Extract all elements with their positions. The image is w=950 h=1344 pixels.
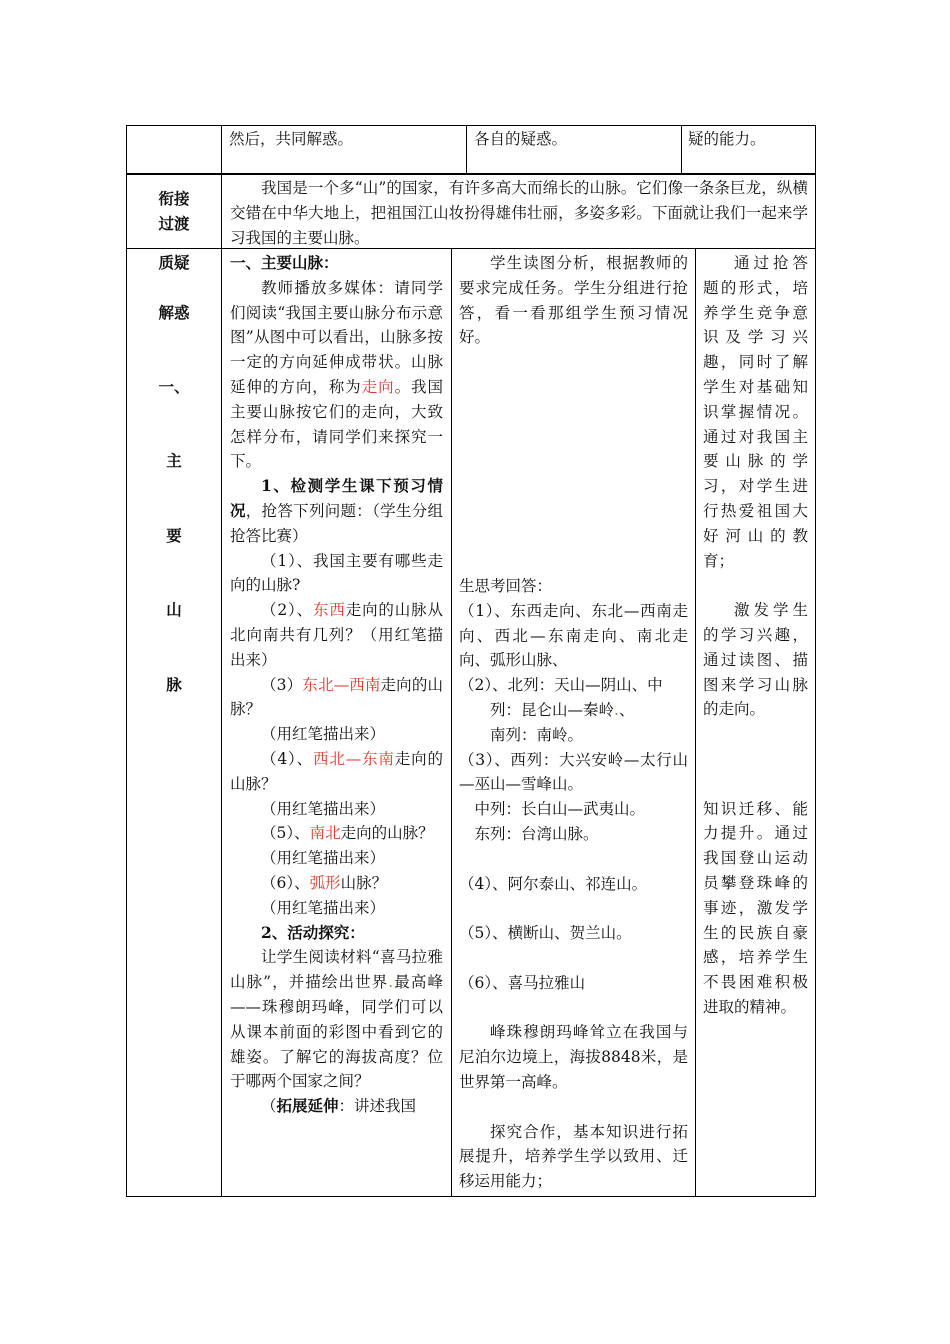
col-divider-2b — [451, 248, 452, 1197]
transition-label-line1: 衔接 — [158, 189, 190, 208]
extension-open: （ — [261, 1097, 277, 1116]
intro-highlight: 走向 — [361, 377, 395, 396]
student-p1: 学生读图分析，根据教师的要求完成任务。学生分组进行抢答，看一看那组学生预习情况好。 — [459, 254, 688, 347]
table-top-border — [126, 125, 816, 126]
answer-2-line3: 南列：南岭。 — [490, 725, 584, 744]
section-label-7: 脉 — [166, 674, 182, 694]
q5-prefix: （5）、 — [261, 824, 310, 843]
table-right-border — [815, 125, 816, 1197]
section-label-5: 要 — [166, 525, 182, 545]
q3-text: 走向的山脉？ — [230, 675, 443, 719]
extension-title: 拓展延伸 — [276, 1096, 339, 1116]
step1-text: ，抢答下列问题：（学生分组抢答比赛） — [230, 501, 443, 545]
answer-2-line2 — [459, 698, 688, 723]
row1-student-text: 各自的疑惑。 — [474, 130, 568, 148]
student-p2: 生思考回答： — [459, 577, 553, 595]
activity-text-a: 让学生阅读材料“喜马拉雅山脉”，并描绘出世界 — [230, 948, 443, 992]
student-answers — [459, 574, 688, 1194]
step2-title: 2、活动探究： — [261, 922, 365, 942]
teacher-heading: 一、主要山脉： — [230, 253, 339, 272]
question-6 — [230, 871, 443, 896]
question-4 — [230, 747, 443, 797]
col-divider-3b — [695, 248, 696, 1197]
q4-prefix: （4）、 — [261, 749, 314, 768]
q6-text: 山脉？ — [340, 873, 388, 892]
q6-prefix: （6）、 — [261, 873, 310, 892]
row-divider-1 — [126, 173, 816, 175]
row1-student-cell — [474, 127, 674, 152]
peak-fact: 峰珠穆朗玛峰耸立在我国与尼泊尔边境上，海拔8848米，是世界第一高峰。 — [459, 1023, 688, 1091]
q2-prefix: （2）、 — [261, 601, 314, 620]
intro-text-a: 教师播放多媒体：请同学们阅读“我国主要山脉分布示意图”从图中可以看出，山脉多按一定的方向延伸成带状。山脉延伸的方向，称为 — [230, 278, 443, 396]
question-1: （1）、我国主要有哪些走向的山脉? — [230, 551, 443, 595]
answer-4: （4）、阿尔泰山、祁连山。 — [459, 874, 648, 893]
answer-2-dot: . — [614, 700, 619, 719]
step1 — [230, 474, 443, 548]
purpose-p1: 通过抢答题的形式，培养学生竞争意识及学习兴趣，同时了解学生对基础知识掌握情况。通过对我国主要山脉的学习，对学生进行热爱祖国大好河山的教育； — [703, 254, 808, 570]
row1-teacher-text: 然后，共同解惑。 — [229, 130, 354, 148]
q3-prefix: （3） — [261, 675, 303, 694]
row1-purpose-cell — [688, 127, 810, 152]
extension — [230, 1094, 443, 1119]
intro-text-b: 。我国主要山脉按它们的走向，大致怎样分布，请同学们来探究一下。 — [230, 377, 443, 471]
purpose-cell — [703, 251, 808, 1020]
transition-label-line2: 过渡 — [158, 213, 190, 233]
activity-text-b: 最高峰——珠穆朗玛峰，同学们可以从课本前面的彩图中看到它的雄姿。了解它的海拔高度？位于哪两个国家之间？ — [230, 973, 443, 1091]
section-label-1: 质疑 — [158, 253, 190, 272]
q6-note: （用红笔描出来） — [261, 898, 386, 917]
transition-label — [127, 187, 221, 237]
transition-text: 我国是一个多“山”的国家，有许多高大而绵长的山脉。它们像一条条巨龙，纵横交错在中华大地上，把祖国江山妆扮得雄伟壮丽，多姿多彩。下面就让我们一起来学习我国的主要山脉。 — [230, 179, 808, 247]
q3-note: （用红笔描出来） — [261, 725, 386, 744]
step1-title: 1、检测学生课下预习情况 — [230, 476, 443, 520]
section-label-3: 一、 — [158, 376, 190, 396]
explore-text: 探究合作，基本知识进行拓展提升，培养学生学以致用、迁移运用能力； — [459, 1122, 688, 1191]
q5-note: （用红笔描出来） — [261, 849, 386, 868]
col-divider-1 — [221, 125, 222, 1197]
q4-text: 走向的山脉？ — [230, 749, 443, 793]
q2-highlight: 东西 — [313, 601, 346, 620]
question-2 — [230, 598, 443, 672]
q2-text: 走向的山脉从北向南共有几列？（用红笔描出来） — [230, 601, 443, 669]
row1-teacher-cell — [229, 127, 461, 152]
answer-2-comma: 、 — [618, 700, 635, 719]
answer-1: （1）、东西走向、东北—西南走向、西北—东南走向、南北走向、弧形山脉、 — [459, 601, 688, 670]
activity-text — [230, 945, 443, 1094]
answer-2-middle: 列：昆仑山—秦岭 — [490, 700, 615, 719]
answer-2-line1: （2）、北列：天山—阴山、中 — [459, 676, 663, 695]
table-bottom-border — [126, 1196, 816, 1197]
section-label-6: 山 — [166, 600, 182, 620]
answer-5: （5）、横断山、贺兰山。 — [459, 924, 632, 943]
col-divider-3a — [681, 125, 682, 174]
answer-3-line3: 东列：台湾山脉。 — [474, 824, 599, 843]
q5-highlight: 南北 — [309, 824, 341, 843]
section-label — [127, 251, 221, 697]
question-5 — [230, 821, 443, 846]
q5-text: 走向的山脉？ — [340, 824, 434, 843]
section-label-2: 解惑 — [158, 302, 190, 322]
question-3 — [230, 673, 443, 723]
student-activity-cell — [459, 251, 688, 350]
teacher-activity-cell — [230, 251, 443, 1119]
section-label-4: 主 — [166, 451, 182, 471]
teacher-intro — [230, 276, 443, 474]
q4-note: （用红笔描出来） — [261, 799, 386, 818]
col-divider-2a — [466, 125, 467, 174]
extension-text: ：讲述我国 — [338, 1097, 417, 1116]
purpose-p2: 激发学生的学习兴趣，通过读图、描图来学习山脉的走向。 — [703, 601, 808, 719]
q6-highlight: 弧形 — [309, 873, 341, 892]
row1-purpose-text: 疑的能力。 — [688, 130, 766, 148]
q3-highlight: 东北—西南 — [302, 675, 381, 694]
answer-3-line2: 中列：长白山—武夷山。 — [474, 800, 646, 819]
answer-6: （6）、喜马拉雅山 — [459, 973, 586, 992]
q4-highlight: 西北—东南 — [313, 749, 395, 768]
activity-dot: . — [388, 973, 394, 992]
answer-3-line1: （3）、西列：大兴安岭—太行山—巫山—雪峰山。 — [459, 750, 688, 794]
purpose-p3: 知识迁移、能力提升。通过我国登山运动员攀登珠峰的事迹，激发学生的民族自豪感，培养学生不畏困难积极进取的精神。 — [703, 799, 808, 1016]
